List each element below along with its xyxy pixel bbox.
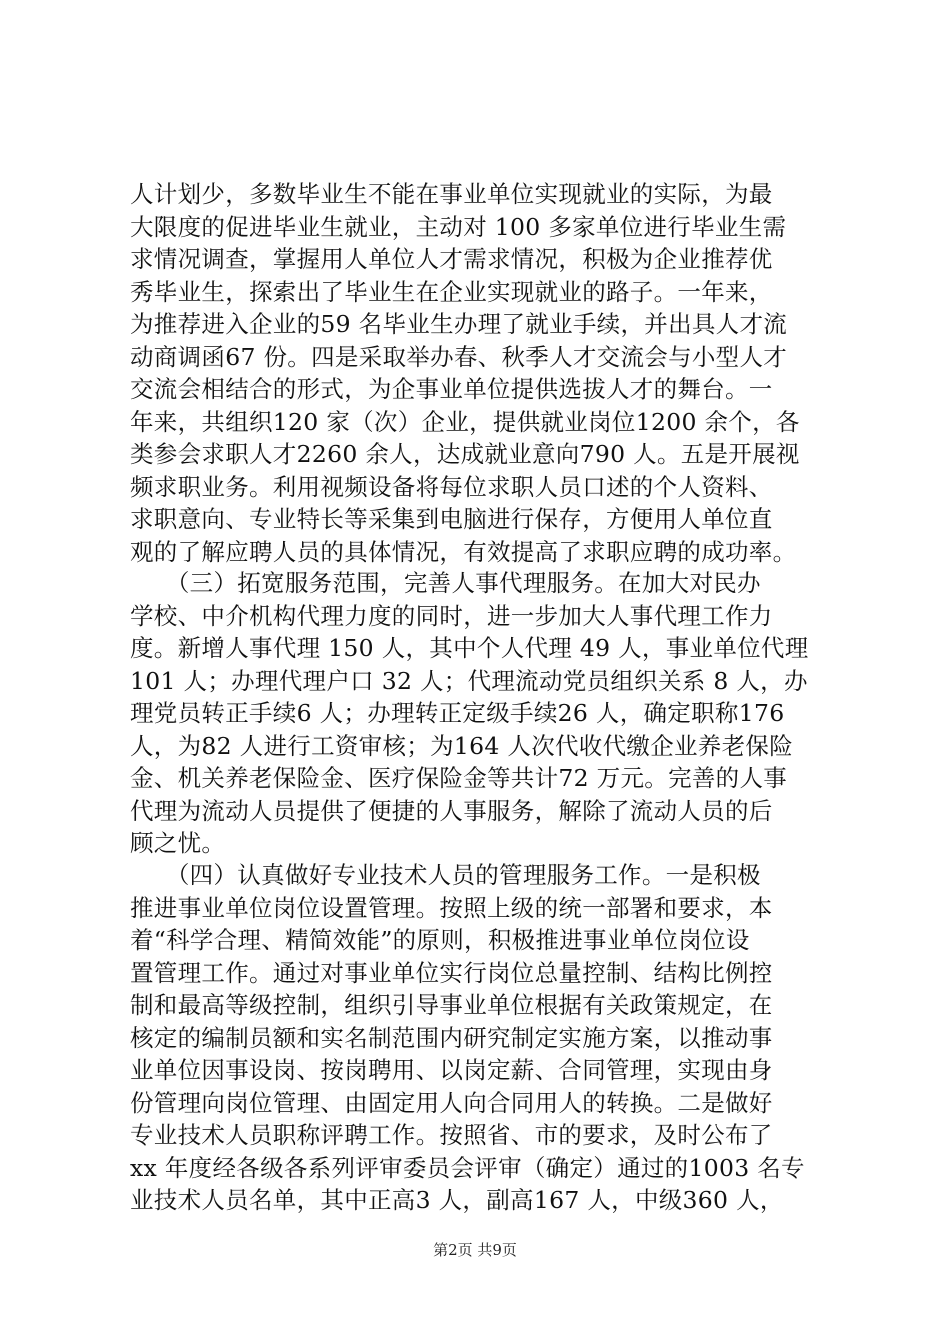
text-line: 理党员转正手续6 人；办理转正定级手续26 人，确定职称176 <box>130 699 785 727</box>
text-line: 业技术人员名单，其中正高3 人，副高167 人，中级360 人， <box>130 1186 784 1214</box>
text-line: 动商调函67 份。四是采取举办春、秋季人才交流会与小型人才 <box>130 342 788 371</box>
text-line: 顾之忧。 <box>130 829 226 857</box>
text-line: 频求职业务。利用视频设备将每位求职人员口述的个人资料、 <box>130 472 773 501</box>
text-line: xx 年度经各级各系列评审委员会评审（确定）通过的1003 名专 <box>130 1153 805 1182</box>
text-line: 秀毕业生，探索出了毕业生在企业实现就业的路子。一年来， <box>130 277 773 306</box>
paragraph-personnel-agency <box>130 567 845 860</box>
text-line: 年来，共组织120 家（次）企业，提供就业岗位1200 余个，各 <box>130 407 800 436</box>
text-line: 大限度的促进毕业生就业，主动对 100 多家单位进行毕业生需 <box>130 212 787 241</box>
text-line: 类参会求职人才2260 余人，达成就业意向790 人。五是开展视 <box>130 440 800 468</box>
text-line: 为推荐进入企业的59 名毕业生办理了就业手续，并出具人才流 <box>130 310 788 338</box>
text-line: 度。新增人事代理 150 人，其中个人代理 49 人，事业单位代理 <box>130 634 809 662</box>
text-line: 交流会相结合的形式，为企事业单位提供选拔人才的舞台。一 <box>130 375 773 403</box>
text-line: 着“科学合理、精简效能”的原则，积极推进事业单位岗位设 <box>130 926 750 954</box>
text-line: （三）拓宽服务范围，完善人事代理服务。在加大对民办 <box>130 569 761 597</box>
text-line: 人，为82 人进行工资审核；为164 人次代收代缴企业养老保险 <box>130 731 793 760</box>
text-line: 代理为流动人员提供了便捷的人事服务，解除了流动人员的后 <box>130 796 773 825</box>
text-line: 份管理向岗位管理、由固定用人向合同用人的转换。二是做好 <box>130 1088 773 1117</box>
paragraph-graduate-employment <box>130 178 845 568</box>
text-line: 学校、中介机构代理力度的同时，进一步加大人事代理工作力 <box>130 601 773 630</box>
text-line: （四）认真做好专业技术人员的管理服务工作。一是积极 <box>130 861 761 889</box>
text-line: 求职意向、专业特长等采集到电脑进行保存，方便用人单位直 <box>130 505 773 533</box>
text-line: 核定的编制员额和实名制范围内研究制定实施方案，以推动事 <box>130 1023 773 1052</box>
text-line: 求情况调查，掌握用人单位人才需求情况，积极为企业推荐优 <box>130 245 773 273</box>
paragraph-technical-staff <box>130 859 845 1217</box>
text-line: 观的了解应聘人员的具体情况，有效提高了求职应聘的成功率。 <box>130 537 797 566</box>
text-line: 金、机关养老保险金、医疗保险金等共计72 万元。完善的人事 <box>130 764 788 792</box>
text-line: 101 人；办理代理户口 32 人；代理流动党员组织关系 8 人，办 <box>130 666 808 695</box>
text-line: 专业技术人员职称评聘工作。按照省、市的要求，及时公布了 <box>130 1121 773 1149</box>
text-line: 人计划少，多数毕业生不能在事业单位实现就业的实际，为最 <box>130 180 773 208</box>
text-line: 制和最高等级控制，组织引导事业单位根据有关政策规定，在 <box>130 991 773 1019</box>
page-number-footer: 第2页 共9页 <box>433 1241 517 1259</box>
text-line: 推进事业单位岗位设置管理。按照上级的统一部署和要求，本 <box>130 893 773 922</box>
text-line: 业单位因事设岗、按岗聘用、以岗定薪、合同管理，实现由身 <box>130 1056 773 1084</box>
text-line: 置管理工作。通过对事业单位实行岗位总量控制、结构比例控 <box>130 958 773 987</box>
